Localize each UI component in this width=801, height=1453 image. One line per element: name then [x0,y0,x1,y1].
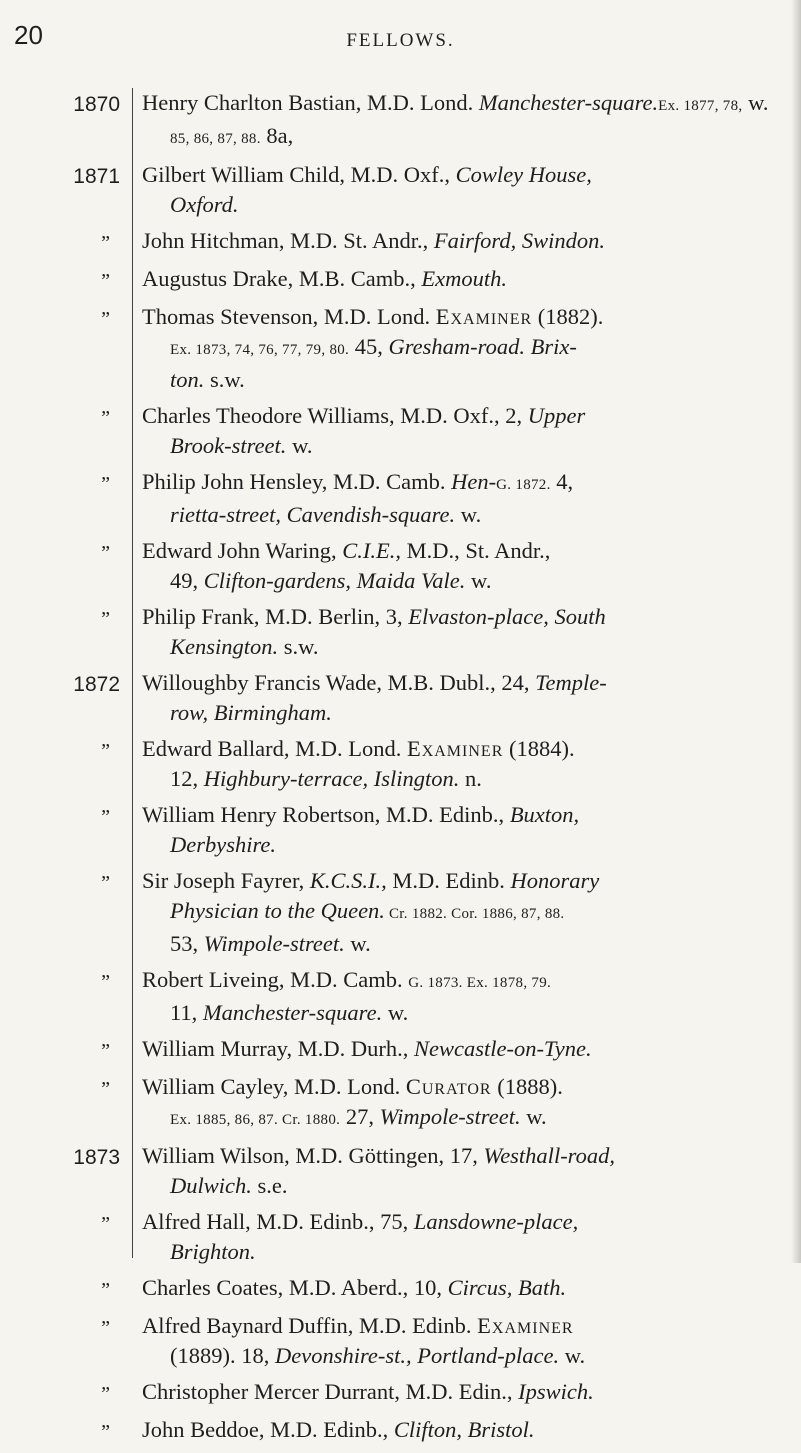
fellow-address: Derbyshire. [170,832,277,857]
fellow-address: rietta-street, Cavendish-square. [170,502,456,527]
fellow-entry [0,302,801,395]
fellow-address: Cowley House, [455,162,592,187]
fellow-text [120,602,801,662]
continuation-line [142,121,777,154]
fellow-address: Fairford, Swindon. [433,228,605,253]
fellow-text-tail: (1888). [491,1074,563,1099]
fellow-honour: Honorary [510,868,600,893]
election-year: ” [101,473,110,495]
fellow-text [120,1034,801,1064]
fellow-address: Elvaston-place, South [408,604,606,629]
fellow-entry [0,1072,801,1135]
street-number: 53, [170,931,204,956]
exam-record: 85, 86, 87, 88. [170,131,261,147]
election-year: ” [101,1078,110,1100]
election-year: 1873 [73,1146,120,1169]
fellow-text [120,1377,801,1407]
election-year: ” [101,608,110,630]
fellow-entry [0,1377,801,1409]
street-number: (1889). 18, [170,1343,275,1368]
fellow-text [120,264,801,294]
fellow-address: Lansdowne-place, [413,1209,579,1234]
fellow-text [120,302,801,395]
exam-record: G. 1873. Ex. 1878, 79. [408,975,552,991]
election-year: ” [101,1317,110,1339]
fellow-text [120,88,801,154]
postal-district: w. [559,1343,586,1368]
fellow-entry [0,866,801,959]
office-title: Examiner [477,1313,574,1338]
street-number: 45, [349,334,389,359]
fellow-text [120,1311,801,1371]
fellow-address: Clifton, Bristol. [393,1417,535,1442]
fellow-name: Edward Ballard, M.D. Lond. [142,736,407,761]
fellow-name: Alfred Hall, M.D. Edinb., 75, [142,1209,414,1234]
election-year: ” [101,971,110,993]
fellow-text-tail: (1884). [503,736,575,761]
fellow-address: Circus, Bath. [447,1275,567,1300]
fellow-name: Willoughby Francis Wade, M.B. Dubl., 24, [142,670,536,695]
fellow-text [120,160,801,220]
continuation-line [142,365,777,395]
fellow-text [120,1141,801,1201]
election-year: ” [101,308,110,330]
fellow-name: Charles Theodore Williams, M.D. Oxf., 2, [142,403,528,428]
fellow-text [120,734,801,794]
street-number: 11, [170,1000,203,1025]
fellow-text [120,965,801,1028]
election-year: ” [101,232,110,254]
fellow-name: Thomas Stevenson, M.D. Lond. [142,304,436,329]
fellow-address: Clifton-gardens, Maida Vale. [203,568,466,593]
continuation-line [142,500,777,530]
election-year: 1872 [73,673,120,696]
fellow-text [120,467,801,530]
continuation-line [142,698,777,728]
fellow-address: Devonshire-st., Portland-place. [275,1343,560,1368]
fellow-address: ton. [170,367,205,392]
fellow-name: Gilbert William Child, M.D. Oxf., [142,162,456,187]
election-year: ” [101,740,110,762]
continuation-line [142,1171,777,1201]
fellow-entry [0,88,801,154]
fellow-name: Alfred Baynard Duffin, M.D. Edinb. [142,1313,478,1338]
fellow-address: Physician to the Queen. [170,898,385,923]
street-number: 49, [170,568,204,593]
exam-record: Ex. 1873, 74, 76, 77, 79, 80. [170,342,350,358]
fellow-name: Philip John Hensley, M.D. Camb. [142,469,452,494]
fellow-address: Westhall-road, [483,1143,615,1168]
fellow-text [120,1072,801,1135]
page-edge-shadow [791,0,801,1263]
fellow-name: William Henry Robertson, M.D. Edinb., [142,802,510,827]
election-year: 1871 [73,165,120,188]
fellow-entry [0,536,801,596]
fellow-text-tail: M.D. Edinb. [386,868,511,893]
postal-district: w. [520,1104,547,1129]
fellow-entry [0,1311,801,1371]
fellow-address: Brighton. [170,1239,256,1264]
election-year: 1870 [73,93,120,116]
continuation-line [142,190,777,220]
continuation-line [142,431,777,461]
continuation-line [142,896,777,929]
postal-district: w. [382,1000,409,1025]
exam-record: Ex. 1885, 86, 87. Cr. 1880. [170,1112,341,1128]
fellow-entry [0,467,801,530]
office-title: Curator [405,1074,492,1099]
fellow-text [120,401,801,461]
continuation-line [142,632,777,662]
fellow-address: Temple- [535,670,607,695]
office-title: Examiner [406,736,504,761]
continuation-line [142,764,777,794]
election-year: ” [101,1213,110,1235]
fellow-entry [0,602,801,662]
fellow-name: Edward John Waring, [142,538,343,563]
fellow-name: Charles Coates, M.D. Aberd., 10, [142,1275,448,1300]
fellow-name: William Cayley, M.D. Lond. [142,1074,406,1099]
fellow-address: Manchester-square. [478,90,659,115]
exam-record: Cr. 1882. Cor. 1886, 87, 88. [384,906,565,922]
fellow-address: K.C.S.I., [309,868,387,893]
election-year: ” [101,1040,110,1062]
fellow-text [120,226,801,256]
office-title: Examiner [435,304,533,329]
fellow-address: Brook-street. [170,433,287,458]
fellow-entry [0,160,801,220]
continuation-line [142,332,777,365]
fellow-address: Newcastle-on-Tyne. [413,1036,592,1061]
postal-district: s.e. [251,1173,288,1198]
postal-district: w. [465,568,492,593]
election-year: ” [101,806,110,828]
fellow-text-tail: M.D., St. Andr., [401,538,551,563]
fellow-address: Upper [527,403,586,428]
fellow-entry [0,800,801,860]
fellow-entry [0,1034,801,1066]
fellow-text [120,668,801,728]
fellow-address: Gresham-road. Brix- [388,334,577,359]
running-head: FELLOWS. [346,30,455,51]
fellow-entry [0,1141,801,1201]
continuation-line [142,1341,777,1371]
fellow-name: Sir Joseph Fayrer, [142,868,310,893]
fellow-text-tail: 4, [550,469,574,494]
fellow-entry [0,1207,801,1267]
continuation-line [142,1102,777,1135]
fellow-text-tail: w. [742,90,769,115]
continuation-line [142,566,777,596]
fellow-name: Robert Liveing, M.D. Camb. [142,967,409,992]
fellow-address: Buxton, [509,802,580,827]
postal-district: w. [455,502,482,527]
fellow-text [120,866,801,959]
postal-district: w. [344,931,371,956]
fellow-text [120,1415,801,1445]
fellow-address: Dulwich. [170,1173,252,1198]
fellow-address: Manchester-square. [202,1000,383,1025]
fellow-address: Kensington. [170,634,279,659]
fellow-entry [0,1415,801,1447]
election-year: ” [101,407,110,429]
fellow-address: Ipswich. [518,1379,594,1404]
postal-district: s.w. [204,367,245,392]
fellow-entry [0,264,801,296]
fellow-text [120,800,801,860]
fellow-name: John Beddoe, M.D. Edinb., [142,1417,394,1442]
fellow-text [120,1273,801,1303]
page-number: 20 [14,20,43,50]
election-year: ” [101,1279,110,1301]
fellow-address: C.I.E., [342,538,401,563]
fellow-entry [0,668,801,728]
exam-record: Ex. 1877, 78, [658,98,743,114]
fellow-entry [0,226,801,258]
fellow-address: row, Birmingham. [170,700,332,725]
election-year: ” [101,270,110,292]
continuation-line [142,830,777,860]
fellow-name: William Wilson, M.D. Göttingen, 17, [142,1143,484,1168]
election-year: ” [101,542,110,564]
fellow-address: Oxford. [170,192,239,217]
fellows-list [0,88,801,1453]
fellow-text [120,1207,801,1267]
postal-district: s.w. [278,634,319,659]
fellow-name: Henry Charlton Bastian, M.D. Lond. [142,90,479,115]
fellow-entry [0,965,801,1028]
fellow-address: Highbury-terrace, Islington. [203,766,460,791]
exam-record: G. 1872. [496,477,551,493]
postal-district: n. [459,766,482,791]
fellow-text-tail: (1882). [532,304,604,329]
continuation-line [142,998,777,1028]
fellow-name: Augustus Drake, M.B. Camb., [142,266,422,291]
fellow-entry [0,401,801,461]
fellow-name: Philip Frank, M.D. Berlin, 3, [142,604,409,629]
fellow-address: Wimpole-street. [203,931,345,956]
fellow-address: Exmouth. [421,266,507,291]
street-number: 8a, [260,123,294,148]
fellow-name: William Murray, M.D. Durh., [142,1036,414,1061]
fellow-entry [0,1273,801,1305]
continuation-line [142,929,777,959]
fellow-entry [0,734,801,794]
fellow-name: John Hitchman, M.D. St. Andr., [142,228,434,253]
fellow-text [120,536,801,596]
fellow-address: Wimpole-street. [379,1104,521,1129]
fellow-name: Christopher Mercer Durrant, M.D. Edin., [142,1379,519,1404]
street-number: 27, [340,1104,380,1129]
fellow-address: Hen- [451,469,497,494]
election-year: ” [101,1421,110,1443]
street-number: 12, [170,766,204,791]
election-year: ” [101,1383,110,1405]
postal-district: w. [286,433,313,458]
election-year: ” [101,872,110,894]
